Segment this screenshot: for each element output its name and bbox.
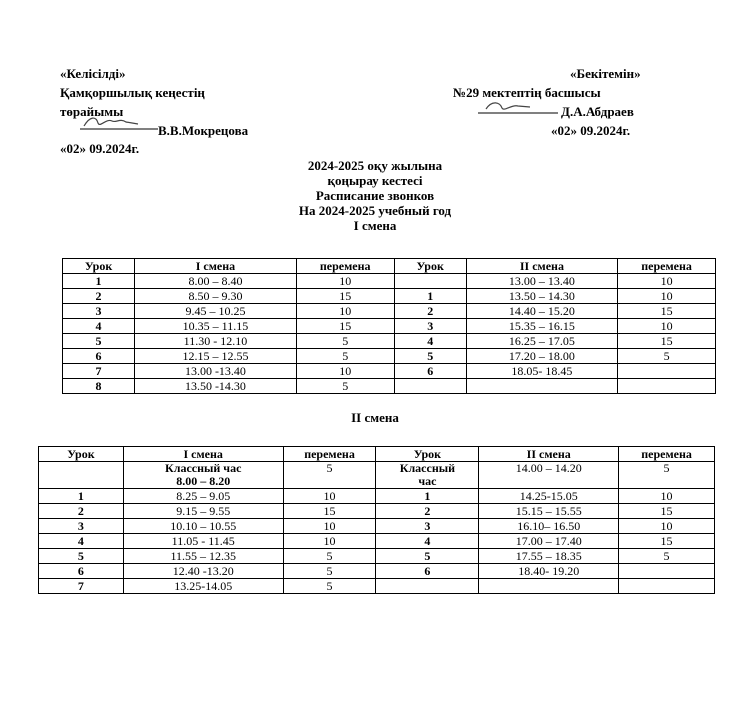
- class-hour-time: 8.00 – 8.20: [176, 474, 231, 488]
- break-cell: 10: [296, 304, 394, 319]
- header-lesson: Урок: [376, 447, 479, 462]
- time-cell: 15.15 – 15.55: [479, 504, 619, 519]
- lesson-number: 6: [63, 349, 135, 364]
- title-year-ru: На 2024-2025 учебный год: [298, 203, 452, 218]
- title-year-kz: 2024-2025 оқу жылына: [307, 158, 443, 173]
- time-cell: 12.40 -13.20: [123, 564, 283, 579]
- time-cell: 11.30 - 12.10: [135, 334, 297, 349]
- table-row: [39, 519, 715, 534]
- header-break: перемена: [619, 447, 715, 462]
- lesson-number: 1: [39, 489, 124, 504]
- break-cell: 5: [296, 349, 394, 364]
- break-cell: 10: [618, 289, 716, 304]
- break-cell: 10: [283, 489, 376, 504]
- lesson-number: [394, 379, 466, 394]
- time-cell: 10.10 – 10.55: [123, 519, 283, 534]
- header-break: перемена: [283, 447, 376, 462]
- break-cell: 10: [283, 534, 376, 549]
- break-cell: 5: [283, 549, 376, 564]
- lesson-number: 5: [376, 549, 479, 564]
- shift2-heading: II смена: [351, 410, 399, 425]
- right-date: «02» 09.2024г.: [551, 123, 631, 138]
- break-cell: 10: [619, 489, 715, 504]
- lesson-number: 4: [376, 534, 479, 549]
- break-cell: 5: [283, 462, 376, 489]
- lesson-number-empty: [39, 462, 124, 489]
- time-cell: 8.00 – 8.40: [135, 274, 297, 289]
- lesson-number: 2: [63, 289, 135, 304]
- header-shift2: II смена: [479, 447, 619, 462]
- header-lesson: Урок: [39, 447, 124, 462]
- lesson-number: 5: [63, 334, 135, 349]
- table-row: [39, 549, 715, 564]
- lesson-number: 5: [394, 349, 466, 364]
- agreed-label: «Келісілді»: [60, 66, 126, 81]
- time-cell: 8.25 – 9.05: [123, 489, 283, 504]
- left-title-line1: Қамқоршылық кеңестің: [60, 85, 205, 100]
- break-cell: 5: [283, 564, 376, 579]
- break-cell: 5: [283, 579, 376, 594]
- lesson-number: [376, 579, 479, 594]
- left-title-line2: төрайымы: [60, 104, 124, 119]
- lesson-number: [394, 274, 466, 289]
- lesson-number: 2: [394, 304, 466, 319]
- table-row: [39, 564, 715, 579]
- time-cell: 14.40 – 15.20: [466, 304, 617, 319]
- break-cell: 10: [619, 519, 715, 534]
- lesson-number: 1: [376, 489, 479, 504]
- right-title-line1: №29 мектептің басшысы: [453, 85, 601, 100]
- break-cell: 15: [619, 534, 715, 549]
- break-cell: [618, 364, 716, 379]
- lesson-number: 2: [39, 504, 124, 519]
- break-cell: 10: [283, 519, 376, 534]
- time-cell: 16.25 – 17.05: [466, 334, 617, 349]
- table-row: [39, 489, 715, 504]
- time-cell: 14.00 – 14.20: [479, 462, 619, 489]
- break-cell: 5: [296, 334, 394, 349]
- lesson-number: 3: [39, 519, 124, 534]
- break-cell: 10: [296, 274, 394, 289]
- table-row: [63, 334, 716, 349]
- table-row: [63, 319, 716, 334]
- break-cell: [619, 564, 715, 579]
- time-cell: 16.10– 16.50: [479, 519, 619, 534]
- lesson-number: 1: [394, 289, 466, 304]
- lesson-number: 2: [376, 504, 479, 519]
- lesson-number: 4: [39, 534, 124, 549]
- class-hour-row: [39, 462, 715, 489]
- time-cell: 12.15 – 12.55: [135, 349, 297, 364]
- table-row: [39, 504, 715, 519]
- lesson-number: 7: [63, 364, 135, 379]
- lesson-number: 3: [394, 319, 466, 334]
- break-cell: 15: [619, 504, 715, 519]
- lesson-number: 5: [39, 549, 124, 564]
- header-lesson: Урок: [394, 259, 466, 274]
- table-header-row: [63, 259, 716, 274]
- title-shift1: I смена: [353, 218, 397, 233]
- break-cell: 15: [296, 289, 394, 304]
- lesson-number: 1: [63, 274, 135, 289]
- break-cell: [618, 379, 716, 394]
- time-cell: 14.25-15.05: [479, 489, 619, 504]
- time-cell: 18.05- 18.45: [466, 364, 617, 379]
- class-hour-label: Классный: [399, 461, 456, 475]
- break-cell: 10: [296, 364, 394, 379]
- time-cell: 17.00 – 17.40: [479, 534, 619, 549]
- lesson-number: 4: [63, 319, 135, 334]
- table-row: [39, 534, 715, 549]
- break-cell: 15: [618, 304, 716, 319]
- time-cell: [479, 579, 619, 594]
- lesson-number: 6: [394, 364, 466, 379]
- header-break: перемена: [296, 259, 394, 274]
- time-cell: 9.45 – 10.25: [135, 304, 297, 319]
- time-cell: 17.20 – 18.00: [466, 349, 617, 364]
- right-name: Д.А.Абдраев: [561, 104, 634, 119]
- time-cell: 9.15 – 9.55: [123, 504, 283, 519]
- approved-label: «Бекітемін»: [570, 66, 641, 81]
- table-row: [63, 304, 716, 319]
- time-cell: 8.50 – 9.30: [135, 289, 297, 304]
- time-cell: 13.25-14.05: [123, 579, 283, 594]
- title-schedule-kz: қоңырау кестесі: [327, 173, 423, 188]
- table-row: [63, 379, 716, 394]
- table-header-row: [39, 447, 715, 462]
- left-date: «02» 09.2024г.: [60, 141, 140, 156]
- lesson-number: 6: [39, 564, 124, 579]
- left-signature: [80, 112, 158, 132]
- time-cell: 13.00 -13.40: [135, 364, 297, 379]
- break-cell: 10: [618, 274, 716, 289]
- header-shift1: I смена: [135, 259, 297, 274]
- table-row: [63, 289, 716, 304]
- right-signature: [478, 94, 558, 116]
- table-row: [63, 349, 716, 364]
- break-cell: 15: [283, 504, 376, 519]
- header-break: перемена: [618, 259, 716, 274]
- break-cell: [619, 579, 715, 594]
- lesson-number: 3: [63, 304, 135, 319]
- time-cell: [466, 379, 617, 394]
- lesson-number: 7: [39, 579, 124, 594]
- class-hour-shift1: [123, 462, 283, 489]
- time-cell: 13.50 -14.30: [135, 379, 297, 394]
- time-cell: 13.50 – 14.30: [466, 289, 617, 304]
- schedule-table-shift1: [62, 258, 716, 394]
- time-cell: 15.35 – 16.15: [466, 319, 617, 334]
- break-cell: 5: [296, 379, 394, 394]
- left-name: В.В.Мокрецова: [158, 123, 249, 138]
- schedule-table-shift2: [38, 446, 715, 594]
- time-cell: 11.55 – 12.35: [123, 549, 283, 564]
- table-row: [63, 274, 716, 289]
- time-cell: 10.35 – 11.15: [135, 319, 297, 334]
- class-hour-shift2-label: [376, 462, 479, 489]
- header-shift1: I смена: [123, 447, 283, 462]
- break-cell: 15: [296, 319, 394, 334]
- time-cell: 11.05 - 11.45: [123, 534, 283, 549]
- time-cell: 13.00 – 13.40: [466, 274, 617, 289]
- break-cell: 5: [619, 462, 715, 489]
- break-cell: 15: [618, 334, 716, 349]
- class-hour-label: Классный час: [165, 461, 242, 475]
- time-cell: 17.55 – 18.35: [479, 549, 619, 564]
- header-shift2: II смена: [466, 259, 617, 274]
- lesson-number: 8: [63, 379, 135, 394]
- lesson-number: 6: [376, 564, 479, 579]
- break-cell: 5: [619, 549, 715, 564]
- document-title: [0, 158, 750, 233]
- break-cell: 5: [618, 349, 716, 364]
- title-schedule-ru: Расписание звонков: [315, 188, 435, 203]
- table-row: [63, 364, 716, 379]
- lesson-number: 3: [376, 519, 479, 534]
- class-hour-label: час: [418, 474, 437, 488]
- header-lesson: Урок: [63, 259, 135, 274]
- break-cell: 10: [618, 319, 716, 334]
- time-cell: 18.40- 19.20: [479, 564, 619, 579]
- table-row: [39, 579, 715, 594]
- lesson-number: 4: [394, 334, 466, 349]
